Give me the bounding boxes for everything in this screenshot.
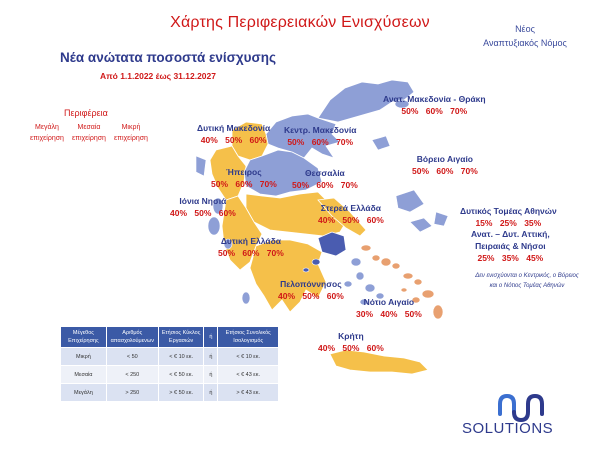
legend-medium-line2: επιχείρηση	[72, 135, 106, 142]
region-rates: 40% 50% 60%	[170, 208, 236, 218]
table-cell: < € 10 εκ.	[218, 348, 279, 366]
region-attica-piraeus-islands	[471, 228, 550, 264]
legend-large-line1: Μεγάλη	[35, 124, 59, 131]
region-rates: 40% 50% 60%	[200, 135, 267, 145]
region-name: Νότιο Αιγαίο	[363, 297, 415, 307]
table-cell: ή	[204, 366, 218, 384]
region-rates: 40% 50% 60%	[318, 343, 384, 353]
region-name: Βόρειο Αιγαίο	[416, 154, 473, 164]
region-central-greece	[318, 202, 384, 226]
region-north-aegean	[412, 153, 478, 177]
region-crete	[318, 330, 384, 354]
law-line-2: Αναπτυξιακός Νόμος	[483, 38, 567, 48]
region-name: Θεσσαλία	[304, 168, 345, 178]
table-cell: Μικρή	[61, 348, 107, 366]
athens-sectors-note	[457, 271, 597, 291]
region-name: Δυτική Μακεδονία	[197, 123, 271, 133]
table-row	[61, 348, 279, 366]
legend-large-line2: επιχείρηση	[30, 135, 64, 142]
region-west-athens	[460, 205, 557, 229]
legend-small-line2: επιχείρηση	[114, 135, 148, 142]
region-east-macedonia-thrace	[383, 93, 486, 117]
table-cell: ή	[204, 384, 218, 402]
table-header-cell: Μέγεθος Επιχείρησης	[61, 327, 107, 348]
page-title: Χάρτης Περιφερειακών Ενισχύσεων	[170, 14, 430, 31]
table-cell: < € 50 εκ.	[158, 366, 204, 384]
legend-small-line1: Μικρή	[121, 124, 141, 131]
table-cell: > € 43 εκ.	[218, 384, 279, 402]
region-rates: 40% 50% 60%	[318, 215, 384, 225]
region-name: Ανατ. – Δυτ. Αττική,	[471, 229, 550, 239]
table-cell: < € 10 εκ.	[158, 348, 204, 366]
legend-medium-line1: Μεσαία	[77, 124, 101, 131]
region-name-line2: Πειραιάς & Νήσοι	[475, 241, 546, 251]
region-rates: 15% 25% 35%	[475, 218, 542, 228]
table-cell: < 250	[106, 366, 158, 384]
region-name: Στερεά Ελλάδα	[320, 203, 382, 213]
table-cell: < € 43 εκ.	[218, 366, 279, 384]
region-rates: 50% 60% 70%	[401, 106, 468, 116]
table-cell: > 250	[106, 384, 158, 402]
enterprise-size-table	[60, 326, 279, 402]
period-text: Από 1.1.2022 έως 31.12.2027	[100, 71, 216, 81]
region-rates: 50% 60% 70%	[211, 179, 277, 189]
region-west-macedonia	[197, 122, 270, 146]
note-line-2: και ο Νότιος Τομέας Αθηνών	[489, 283, 565, 289]
table-cell: Μεσαία	[61, 366, 107, 384]
region-name: Ανατ. Μακεδονία - Θράκη	[383, 94, 486, 104]
region-rates: 50% 60% 70%	[218, 248, 284, 258]
region-name: Κεντρ. Μακεδονία	[284, 125, 357, 135]
table-cell: < 50	[106, 348, 158, 366]
table-cell: Μεγάλη	[61, 384, 107, 402]
table-row	[61, 366, 279, 384]
region-rates: 50% 60% 70%	[292, 180, 358, 190]
legend-title: Περιφέρεια	[64, 108, 108, 118]
region-name: Δυτικός Τομέας Αθηνών	[460, 206, 557, 216]
region-central-macedonia	[284, 124, 356, 148]
table-header-cell: Αριθμός απασχολούμενων	[106, 327, 158, 348]
page-subtitle: Νέα ανώτατα ποσοστά ενίσχυσης	[60, 50, 277, 65]
note-line-1: Δεν ενισχύονται ο Κεντρικός, ο Βόρειος	[475, 273, 579, 279]
region-thessaly	[292, 167, 358, 191]
solutions-logo-text: SOLUTIONS	[462, 420, 554, 437]
region-epirus	[211, 166, 277, 190]
region-name: Ήπειρος	[226, 167, 262, 177]
table-header-row	[61, 327, 279, 348]
region-western-greece	[218, 235, 284, 259]
region-name: Ιόνια Νησιά	[179, 196, 227, 206]
region-rates: 30% 40% 50%	[356, 309, 422, 319]
region-rates: 40% 50% 60%	[278, 291, 344, 301]
region-south-aegean	[356, 296, 422, 320]
table-row	[61, 384, 279, 402]
table-cell: ή	[204, 348, 218, 366]
region-ionian-islands	[170, 195, 236, 219]
table-header-cell: ή	[204, 327, 218, 348]
region-name: Δυτική Ελλάδα	[220, 236, 281, 246]
solutions-logo-icon	[500, 396, 542, 420]
table-cell: > € 50 εκ.	[158, 384, 204, 402]
region-rates: 25% 35% 45%	[477, 253, 544, 263]
law-line-1: Νέος	[515, 24, 535, 34]
region-rates: 50% 60% 70%	[412, 166, 478, 176]
table-header-cell: Ετήσιος Κύκλος Εργασιών	[158, 327, 204, 348]
region-name: Πελοπόννησος	[280, 279, 342, 289]
table-header-cell: Ετήσιος Συνολικός Ισολογισμός	[218, 327, 279, 348]
region-name: Κρήτη	[338, 331, 364, 341]
region-peloponnese	[278, 278, 344, 302]
region-rates: 50% 60% 70%	[287, 137, 354, 147]
